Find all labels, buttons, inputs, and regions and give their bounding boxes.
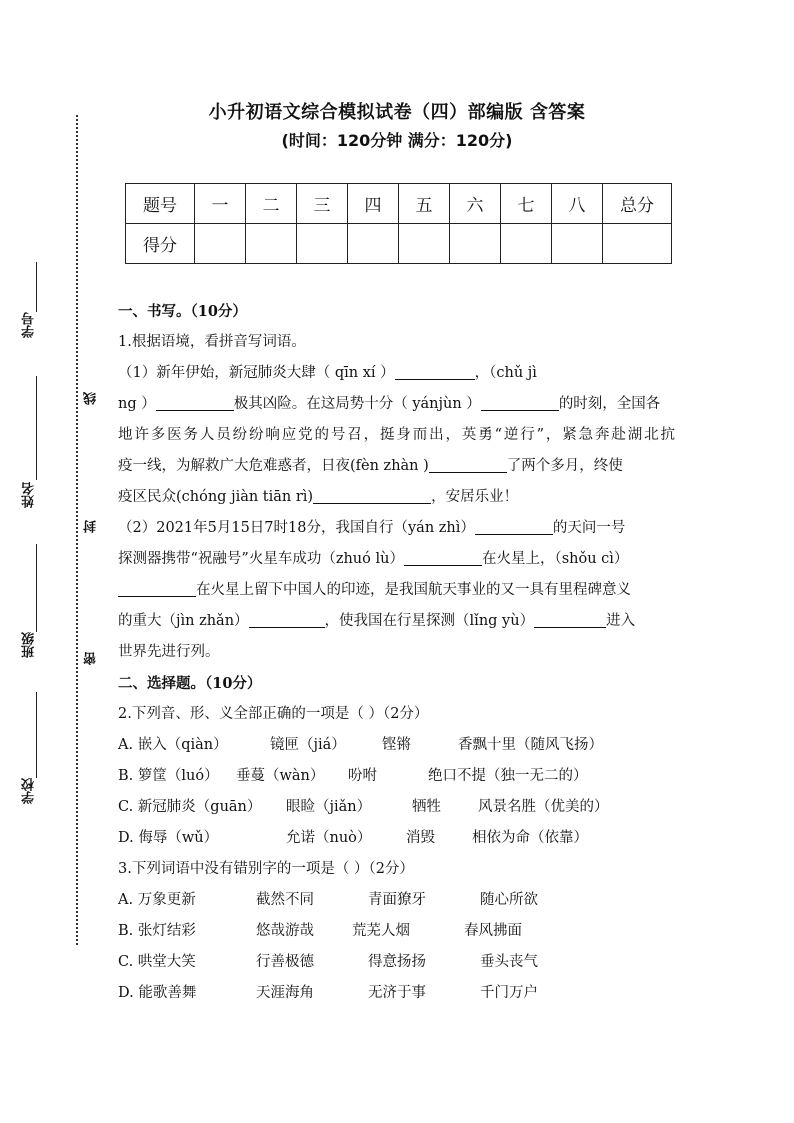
passage-text: （2）2021年5月15日7时18分，我国自行（yán zhì） <box>118 520 475 536</box>
score-cell[interactable] <box>195 224 246 264</box>
score-cell[interactable] <box>348 224 399 264</box>
option-item: 得意扬扬 <box>368 954 426 970</box>
school-rule <box>36 692 37 778</box>
header-cell: 三 <box>297 184 348 224</box>
seal-seal-char: 封 <box>84 520 99 533</box>
question-text: 1.根据语境，看拼音写词语。 <box>118 334 306 350</box>
option-item: 青面獠牙 <box>368 892 426 908</box>
student-no-rule <box>36 262 37 312</box>
score-table <box>125 183 672 264</box>
passage-text: 在火星上，（shǒu cì） <box>481 551 629 567</box>
option-item: 垂头丧气 <box>480 954 538 970</box>
page-subtitle: (时间：120分钟 满分：120分) <box>281 131 513 150</box>
option-item: 随心所欲 <box>480 892 538 908</box>
option-row[interactable] <box>118 885 675 916</box>
passage-line <box>118 389 675 420</box>
header-cell: 八 <box>552 184 603 224</box>
section-heading: 二、选择题。（10分） <box>118 675 262 692</box>
option-row[interactable] <box>118 978 675 1009</box>
option-item: 绝口不提（独一无二的） <box>428 768 588 784</box>
answer-blank[interactable] <box>481 392 559 411</box>
option-item: 千门万户 <box>480 985 538 1001</box>
option-item: 牺牲 <box>412 799 441 815</box>
option-item: 香飘十里（随风飞扬） <box>458 737 603 753</box>
school-label: 学校 <box>22 778 37 804</box>
passage-text: ，使我国在行星探测（lǐng yù） <box>324 613 535 629</box>
score-table-header-row <box>126 184 672 224</box>
header-cell: 五 <box>399 184 450 224</box>
header-cell: 七 <box>501 184 552 224</box>
header-cell: 四 <box>348 184 399 224</box>
passage-text: 极其凶险。在这局势十分（ yánjùn ） <box>233 396 481 412</box>
passage-line <box>118 606 675 637</box>
seal-dense-char: 密 <box>84 652 99 665</box>
option-item: C. 新冠肺炎（guān） <box>118 799 262 815</box>
option-item: 相依为命（依靠） <box>472 830 588 846</box>
question-text: 3.下列词语中没有错别字的一项是（ ）（2分） <box>118 861 414 877</box>
answer-blank[interactable] <box>534 609 606 628</box>
answer-blank[interactable] <box>249 609 325 628</box>
student-no-label: 学号 <box>22 312 37 338</box>
passage-text: 进入 <box>606 613 636 629</box>
passage-text: 了两个多月，终使 <box>506 458 623 474</box>
passage-line <box>118 575 675 606</box>
row-label-cell: 得分 <box>126 224 195 264</box>
passage-line: 世界先进行列。 <box>118 644 220 660</box>
header-cell: 二 <box>246 184 297 224</box>
passage-text: 疫一线，为解救广大危难惑者，日夜(fèn zhàn ) <box>118 458 429 474</box>
answer-blank[interactable] <box>118 578 196 597</box>
option-item: 无济于事 <box>368 985 426 1001</box>
passage-line <box>118 513 675 544</box>
header-cell: 六 <box>450 184 501 224</box>
class-rule <box>36 544 37 632</box>
option-item: D. 能歌善舞 <box>118 985 197 1001</box>
passage-text: （1）新年伊始，新冠肺炎大肆（ qīn xí ） <box>118 365 395 381</box>
option-item: C. 哄堂大笑 <box>118 954 196 970</box>
answer-blank[interactable] <box>429 454 507 473</box>
name-rule <box>36 376 37 480</box>
passage-text: ，安居乐业！ <box>431 489 519 505</box>
passage-line <box>118 482 675 513</box>
score-cell[interactable] <box>552 224 603 264</box>
seal-line-char: 线 <box>84 392 99 405</box>
passage-text: 探测器携带“祝融号”火星车成功（zhuó lù） <box>118 551 404 567</box>
score-cell[interactable] <box>399 224 450 264</box>
passage-text: 疫区民众(chóng jiàn tiān rì) <box>118 489 314 505</box>
option-item: 吩咐 <box>348 768 377 784</box>
header-cell: 总分 <box>603 184 672 224</box>
header-cell: 题号 <box>126 184 195 224</box>
name-label: 姓名 <box>22 482 37 508</box>
option-item: 铿锵 <box>382 737 411 753</box>
option-item: 春风拂面 <box>464 923 522 939</box>
passage-text: ，（chǔ jì <box>474 365 537 381</box>
passage-line: 地许多医务人员纷纷响应党的号召，挺身而出，英勇“逆行”，紧急奔赴湖北抗 <box>118 427 675 443</box>
class-label: 班级 <box>22 632 37 658</box>
option-item: B. 箩筐（luó） <box>118 768 219 784</box>
option-item: 荒芜人烟 <box>352 923 410 939</box>
passage-text: 的天问一号 <box>552 520 626 536</box>
option-item: 风景名胜（优美的） <box>478 799 609 815</box>
score-cell[interactable] <box>297 224 348 264</box>
answer-blank[interactable] <box>475 516 553 535</box>
page-title: 小升初语文综合模拟试卷（四）部编版 含答案 <box>208 102 586 123</box>
passage-text: 在火星上留下中国人的印迹，是我国航天事业的又一具有里程碑意义 <box>196 582 631 598</box>
option-item: 眼睑（jiǎn） <box>286 799 372 815</box>
option-row[interactable] <box>118 947 675 978</box>
score-cell[interactable] <box>246 224 297 264</box>
option-item: B. 张灯结彩 <box>118 923 196 939</box>
section-heading: 一、书写。（10分） <box>118 303 247 320</box>
passage-line <box>118 358 675 389</box>
option-item: 垂蔓（wàn） <box>236 768 325 784</box>
score-cell[interactable] <box>501 224 552 264</box>
binding-dotted-line <box>76 115 78 945</box>
score-table-score-row <box>126 224 672 264</box>
passage-text: ng ） <box>118 396 156 412</box>
option-item: 允诺（nuò） <box>286 830 372 846</box>
option-item: 截然不同 <box>256 892 314 908</box>
passage-line <box>118 544 675 575</box>
passage-text: 的重大（jìn zhǎn） <box>118 613 249 629</box>
score-cell[interactable] <box>603 224 672 264</box>
option-item: A. 万象更新 <box>118 892 196 908</box>
option-item: 悠哉游哉 <box>256 923 314 939</box>
option-row[interactable] <box>118 792 675 823</box>
option-item: A. 嵌入（qiàn） <box>118 737 228 753</box>
option-row[interactable] <box>118 916 675 947</box>
question-text: 2.下列音、形、义全部正确的一项是（ ）（2分） <box>118 706 429 722</box>
score-cell[interactable] <box>450 224 501 264</box>
option-row[interactable] <box>118 730 675 761</box>
option-item: D. 侮辱（wǔ） <box>118 830 219 846</box>
passage-line <box>118 451 675 482</box>
option-item: 消毁 <box>406 830 435 846</box>
passage-text: 的时刻，全国各 <box>558 396 661 412</box>
exam-content <box>118 296 675 1009</box>
answer-blank[interactable] <box>404 547 482 566</box>
answer-blank[interactable] <box>395 361 475 380</box>
option-item: 镜匣（jiá） <box>270 737 346 753</box>
option-row[interactable] <box>118 823 675 854</box>
answer-blank[interactable] <box>313 485 431 504</box>
option-item: 天涯海角 <box>256 985 314 1001</box>
option-row[interactable] <box>118 761 675 792</box>
answer-blank[interactable] <box>156 392 234 411</box>
option-item: 行善极德 <box>256 954 314 970</box>
header-cell: 一 <box>195 184 246 224</box>
